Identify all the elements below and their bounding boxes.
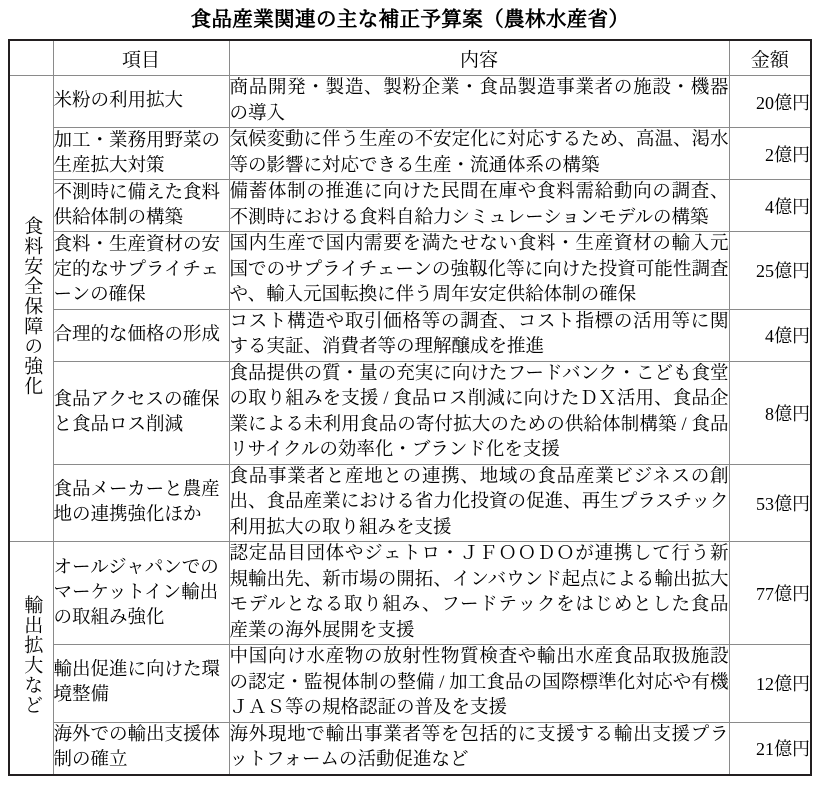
detail-cell: 認定品目団体やジェトロ・ＪＦＯＯＤＯが連携して行う新規輸出先、新市場の開拓、インバウンド起点による輸出拡大モデルとなる取り組み、フードテックをはじめとした食品産業の海外展開を支援 [229, 542, 729, 645]
detail-cell: 商品開発・製造、製粉企業・食品製造事業者の施設・機器の導入 [229, 76, 729, 128]
item-cell: 加工・業務用野菜の生産拡大対策 [53, 128, 229, 180]
amount-cell: 12億円 [729, 645, 811, 723]
detail-cell: 食品事業者と産地との連携、地域の食品産業ビジネスの創出、食品産業における省力化投資の促進、再生プラスチック利用拡大の取り組みを支援 [229, 464, 729, 542]
amount-cell: 25億円 [729, 232, 811, 310]
detail-cell: 海外現地で輸出事業者等を包括的に支援する輸出支援プラットフォームの活動促進など [229, 722, 729, 775]
column-header-detail: 内容 [229, 40, 729, 76]
amount-cell: 20億円 [729, 76, 811, 128]
table-row [9, 464, 811, 542]
column-header-amount: 金額 [729, 40, 811, 76]
table-row [9, 361, 811, 464]
table-row [9, 722, 811, 775]
item-cell: 食料・生産資材の安定的なサプライチェーンの確保 [53, 232, 229, 310]
category-cell [9, 76, 53, 542]
table-header [9, 40, 811, 76]
page-title: 食品産業関連の主な補正予算案（農林水産省） [190, 8, 630, 31]
item-cell: 合理的な価格の形成 [53, 309, 229, 361]
amount-cell: 4億円 [729, 309, 811, 361]
detail-cell: 国内生産で国内需要を満たせない食料・生産資材の輸入元国でのサプライチェーンの強靱化等に向けた投資可能性調査や、輸入元国転換に伴う周年安定供給体制の確保 [229, 232, 729, 310]
item-cell: 不測時に備えた食料供給体制の構築 [53, 180, 229, 232]
column-header-category [9, 40, 53, 76]
table-row [9, 542, 811, 645]
detail-cell: コスト構造や取引価格等の調査、コスト指標の活用等に関する実証、消費者等の理解醸成を推進 [229, 309, 729, 361]
category-label: 輸出拡大など [21, 595, 43, 716]
table-row [9, 645, 811, 723]
table-row [9, 76, 811, 128]
item-cell: オールジャパンでのマーケットイン輸出の取組み強化 [53, 542, 229, 645]
detail-cell: 中国向け水産物の放射性物質検査や輸出水産食品取扱施設の認定・監視体制の整備 / 加工食品の国際標準化対応や有機ＪＡＳ等の規格認証の普及を支援 [229, 645, 729, 723]
table-row [9, 180, 811, 232]
detail-cell: 気候変動に伴う生産の不安定化に対応するため、高温、渇水等の影響に対応できる生産・流通体系の構築 [229, 128, 729, 180]
detail-cell: 食品提供の質・量の充実に向けたフードバンク・こども食堂の取り組みを支援 / 食品ロス削減に向けたＤＸ活用、食品企業による未利用食品の寄付拡大のための供給体制構築 / 食品リサイクルの効率化・ブランド化を支援 [229, 361, 729, 464]
item-cell: 食品アクセスの確保と食品ロス削減 [53, 361, 229, 464]
column-header-item: 項目 [53, 40, 229, 76]
table-body [9, 76, 811, 775]
amount-cell: 8億円 [729, 361, 811, 464]
category-cell [9, 542, 53, 775]
item-cell: 食品メーカーと農産地の連携強化ほか [53, 464, 229, 542]
category-label: 食料安全保障の強化 [21, 216, 43, 396]
table-row [9, 232, 811, 310]
table-row [9, 128, 811, 180]
amount-cell: 4億円 [729, 180, 811, 232]
header-row [9, 40, 811, 76]
detail-cell: 備蓄体制の推進に向けた民間在庫や食料需給動向の調査、不測時における食料自給力シミュレーションモデルの構築 [229, 180, 729, 232]
item-cell: 輸出促進に向けた環境整備 [53, 645, 229, 723]
table-row [9, 309, 811, 361]
item-cell: 海外での輸出支援体制の確立 [53, 722, 229, 775]
budget-table [8, 39, 812, 776]
amount-cell: 53億円 [729, 464, 811, 542]
amount-cell: 21億円 [729, 722, 811, 775]
item-cell: 米粉の利用拡大 [53, 76, 229, 128]
amount-cell: 2億円 [729, 128, 811, 180]
amount-cell: 77億円 [729, 542, 811, 645]
